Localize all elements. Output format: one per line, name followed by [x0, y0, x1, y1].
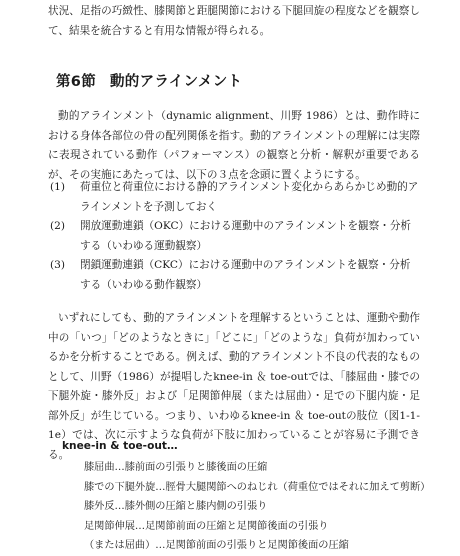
knee-in-toe-out-heading: knee-in & toe-out…: [62, 440, 178, 452]
definition-paragraph: 動的アラインメント（dynamic alignment、川野 1986）とは、動作時における身体各部位の骨の配列関係を指す。動的アラインメントの理解には実際に表現されている動作（パフォーマンス）の観察と分析・解釈が重要であるが、その実施にあたっては、以下の３点を念頭に置くようにする。: [48, 110, 420, 181]
key-point-text: 荷重位と荷重位における静的アラインメント変化からあらかじめ動的アラインメントを予測しておく: [80, 181, 419, 213]
load-list-item: 膝外反…膝外側の圧縮と膝内側の引張り: [84, 501, 268, 513]
key-points-list: [48, 178, 420, 295]
key-point-text: 開放運動連鎖（OKC）における運動中のアラインメントを観察・分析する（いわゆる運動観察）: [80, 220, 412, 252]
intro-paragraph: 状況、足指の巧緻性、膝関節と距腿関節における下腿回旋の程度などを観察して、結果を統合すると有用な情報が得られる。: [48, 5, 420, 37]
section-number: 第6節: [56, 74, 96, 90]
section-heading: [56, 70, 242, 91]
summary-paragraph: いずれにしても、動的アラインメントを理解するということは、運動や動作中の「いつ」「どのようなときに」「どこに」「どのような」負荷が加わっているかを分析することである。例えば、動的アラインメント不良の代表的なものとして、川野（1986）が提唱したknee-in ＆ toe-outでは、「膝屈曲・膝での下腿外旋・膝外反」および「足関節伸展（または屈曲）・足での下腿内旋・足部外反」が生じている。つまり、いわゆるknee-in ＆ toe-outの肢位（図1-1-1e）では、次に示すような負荷が下肢に加わっていることが容易に予測できる。: [48, 312, 420, 461]
key-point-number: (1): [50, 181, 66, 193]
load-list-item: 膝屈曲…膝前面の引張りと膝後面の圧縮: [84, 462, 268, 473]
section-title: 動的アラインメント: [110, 74, 243, 90]
load-list: [84, 458, 431, 556]
load-list-item: 足関節伸展…足関節前面の圧縮と足関節後面の引張り: [84, 520, 329, 532]
load-list-item: （または屈曲）…足関節前面の引張りと足関節後面の圧縮: [84, 540, 349, 552]
key-point-text: 閉鎖運動連鎖（CKC）における運動中のアラインメントを観察・分析する（いわゆる動作観察）: [80, 259, 411, 291]
key-point-number: (3): [50, 259, 66, 271]
key-point-item: [48, 178, 420, 217]
load-list-item: 膝での下腿外旋…脛骨大腿関節へのねじれ（荷重位ではそれに加えて剪断）: [84, 481, 431, 493]
key-point-item: [48, 217, 420, 256]
key-point-number: (2): [50, 220, 66, 232]
key-point-item: [48, 256, 420, 295]
